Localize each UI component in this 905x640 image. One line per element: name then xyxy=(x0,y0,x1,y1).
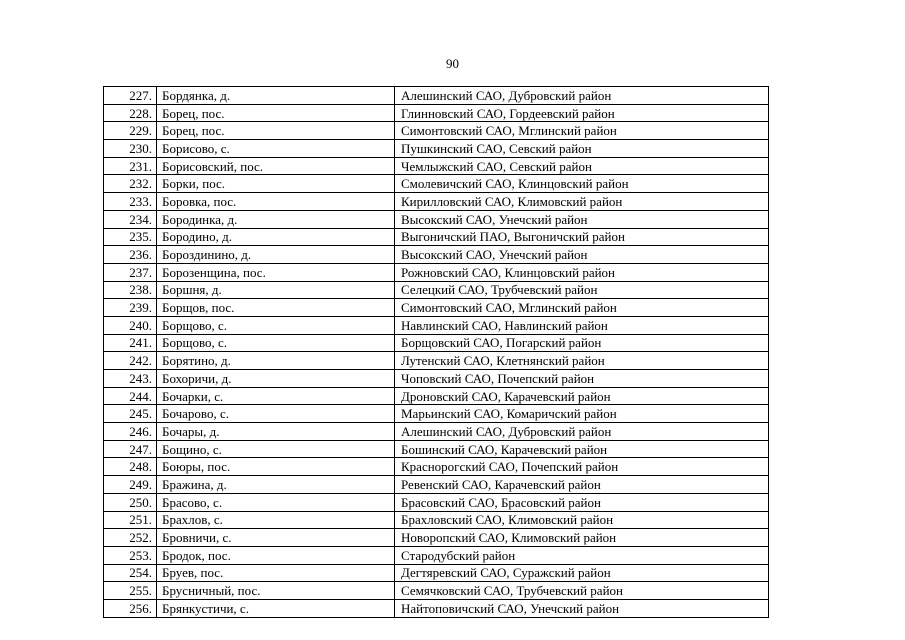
administration-cell: Чемлыжский САО, Севский район xyxy=(395,157,769,175)
row-number-cell: 252. xyxy=(104,529,157,547)
settlement-name-cell: Борозенщина, пос. xyxy=(157,263,395,281)
settlement-name-cell: Боюры, пос. xyxy=(157,458,395,476)
table-row xyxy=(104,316,769,334)
table-row xyxy=(104,582,769,600)
row-number-cell: 237. xyxy=(104,263,157,281)
settlement-name-cell: Брасово, с. xyxy=(157,493,395,511)
settlement-name-cell: Борец, пос. xyxy=(157,104,395,122)
table-row xyxy=(104,140,769,158)
row-number-cell: 233. xyxy=(104,193,157,211)
row-number-cell: 234. xyxy=(104,210,157,228)
table-row xyxy=(104,299,769,317)
table-row xyxy=(104,387,769,405)
table-row xyxy=(104,87,769,105)
administration-cell: Высокский САО, Унечский район xyxy=(395,246,769,264)
settlement-name-cell: Бражина, д. xyxy=(157,476,395,494)
settlement-name-cell: Борки, пос. xyxy=(157,175,395,193)
row-number-cell: 227. xyxy=(104,87,157,105)
row-number-cell: 255. xyxy=(104,582,157,600)
row-number-cell: 243. xyxy=(104,370,157,388)
administration-cell: Кирилловский САО, Климовский район xyxy=(395,193,769,211)
table-row xyxy=(104,529,769,547)
settlement-name-cell: Борщово, с. xyxy=(157,334,395,352)
table-row xyxy=(104,370,769,388)
page-number: 90 xyxy=(446,56,459,71)
settlement-name-cell: Бровничи, с. xyxy=(157,529,395,547)
row-number-cell: 235. xyxy=(104,228,157,246)
table-row xyxy=(104,281,769,299)
administration-cell: Симонтовский САО, Мглинский район xyxy=(395,299,769,317)
administration-cell: Глинновский САО, Гордеевский район xyxy=(395,104,769,122)
settlement-name-cell: Брянкустичи, с. xyxy=(157,599,395,617)
row-number-cell: 240. xyxy=(104,316,157,334)
row-number-cell: 242. xyxy=(104,352,157,370)
administration-cell: Найтоповичский САО, Унечский район xyxy=(395,599,769,617)
row-number-cell: 244. xyxy=(104,387,157,405)
table-row xyxy=(104,511,769,529)
administration-cell: Рожновский САО, Клинцовский район xyxy=(395,263,769,281)
administration-cell: Пушкинский САО, Севский район xyxy=(395,140,769,158)
administration-cell: Чоповский САО, Почепский район xyxy=(395,370,769,388)
table-row xyxy=(104,263,769,281)
row-number-cell: 236. xyxy=(104,246,157,264)
settlement-name-cell: Боршня, д. xyxy=(157,281,395,299)
settlement-name-cell: Бочарово, с. xyxy=(157,405,395,423)
row-number-cell: 253. xyxy=(104,546,157,564)
table-row xyxy=(104,104,769,122)
settlement-table-body xyxy=(104,87,769,618)
administration-cell: Марьинский САО, Комаричский район xyxy=(395,405,769,423)
administration-cell: Стародубский район xyxy=(395,546,769,564)
table-row xyxy=(104,210,769,228)
settlement-name-cell: Борщов, пос. xyxy=(157,299,395,317)
administration-cell: Семячковский САО, Трубчевский район xyxy=(395,582,769,600)
table-row xyxy=(104,334,769,352)
administration-cell: Лутенский САО, Клетнянский район xyxy=(395,352,769,370)
settlement-name-cell: Боровка, пос. xyxy=(157,193,395,211)
table-row xyxy=(104,564,769,582)
row-number-cell: 248. xyxy=(104,458,157,476)
row-number-cell: 246. xyxy=(104,423,157,441)
table-row xyxy=(104,157,769,175)
table-row xyxy=(104,228,769,246)
row-number-cell: 249. xyxy=(104,476,157,494)
settlement-name-cell: Бороздинино, д. xyxy=(157,246,395,264)
settlement-name-cell: Борисовский, пос. xyxy=(157,157,395,175)
row-number-cell: 254. xyxy=(104,564,157,582)
administration-cell: Брахловский САО, Климовский район xyxy=(395,511,769,529)
settlement-name-cell: Бруев, пос. xyxy=(157,564,395,582)
administration-cell: Ревенский САО, Карачевский район xyxy=(395,476,769,494)
row-number-cell: 256. xyxy=(104,599,157,617)
table-row xyxy=(104,423,769,441)
settlement-name-cell: Бочарки, с. xyxy=(157,387,395,405)
settlement-name-cell: Бощино, с. xyxy=(157,440,395,458)
table-row xyxy=(104,352,769,370)
table-row xyxy=(104,493,769,511)
settlement-name-cell: Брахлов, с. xyxy=(157,511,395,529)
administration-cell: Дроновский САО, Карачевский район xyxy=(395,387,769,405)
row-number-cell: 241. xyxy=(104,334,157,352)
settlement-name-cell: Борисово, с. xyxy=(157,140,395,158)
settlement-table xyxy=(103,86,769,618)
table-row xyxy=(104,546,769,564)
administration-cell: Симонтовский САО, Мглинский район xyxy=(395,122,769,140)
administration-cell: Навлинский САО, Навлинский район xyxy=(395,316,769,334)
table-row xyxy=(104,458,769,476)
row-number-cell: 232. xyxy=(104,175,157,193)
settlement-name-cell: Брусничный, пос. xyxy=(157,582,395,600)
administration-cell: Смолевичский САО, Клинцовский район xyxy=(395,175,769,193)
settlement-name-cell: Борец, пос. xyxy=(157,122,395,140)
settlement-name-cell: Бохоричи, д. xyxy=(157,370,395,388)
administration-cell: Борщовский САО, Погарский район xyxy=(395,334,769,352)
table-row xyxy=(104,122,769,140)
settlement-name-cell: Борщово, с. xyxy=(157,316,395,334)
administration-cell: Выгоничский ПАО, Выгоничский район xyxy=(395,228,769,246)
administration-cell: Бошинский САО, Карачевский район xyxy=(395,440,769,458)
settlement-name-cell: Бородинка, д. xyxy=(157,210,395,228)
row-number-cell: 229. xyxy=(104,122,157,140)
administration-cell: Брасовский САО, Брасовский район xyxy=(395,493,769,511)
table-row xyxy=(104,405,769,423)
row-number-cell: 228. xyxy=(104,104,157,122)
settlement-name-cell: Борятино, д. xyxy=(157,352,395,370)
row-number-cell: 250. xyxy=(104,493,157,511)
row-number-cell: 230. xyxy=(104,140,157,158)
table-row xyxy=(104,476,769,494)
administration-cell: Алешинский САО, Дубровский район xyxy=(395,87,769,105)
settlement-name-cell: Бородино, д. xyxy=(157,228,395,246)
settlement-name-cell: Бродок, пос. xyxy=(157,546,395,564)
table-row xyxy=(104,599,769,617)
row-number-cell: 239. xyxy=(104,299,157,317)
table-row xyxy=(104,193,769,211)
administration-cell: Дегтяревский САО, Суражский район xyxy=(395,564,769,582)
row-number-cell: 238. xyxy=(104,281,157,299)
row-number-cell: 247. xyxy=(104,440,157,458)
administration-cell: Высокский САО, Унечский район xyxy=(395,210,769,228)
table-row xyxy=(104,175,769,193)
table-row xyxy=(104,246,769,264)
row-number-cell: 231. xyxy=(104,157,157,175)
row-number-cell: 251. xyxy=(104,511,157,529)
table-row xyxy=(104,440,769,458)
administration-cell: Селецкий САО, Трубчевский район xyxy=(395,281,769,299)
administration-cell: Краснорогский САО, Почепский район xyxy=(395,458,769,476)
settlement-name-cell: Бордянка, д. xyxy=(157,87,395,105)
administration-cell: Новоропский САО, Климовский район xyxy=(395,529,769,547)
row-number-cell: 245. xyxy=(104,405,157,423)
settlement-name-cell: Бочары, д. xyxy=(157,423,395,441)
administration-cell: Алешинский САО, Дубровский район xyxy=(395,423,769,441)
